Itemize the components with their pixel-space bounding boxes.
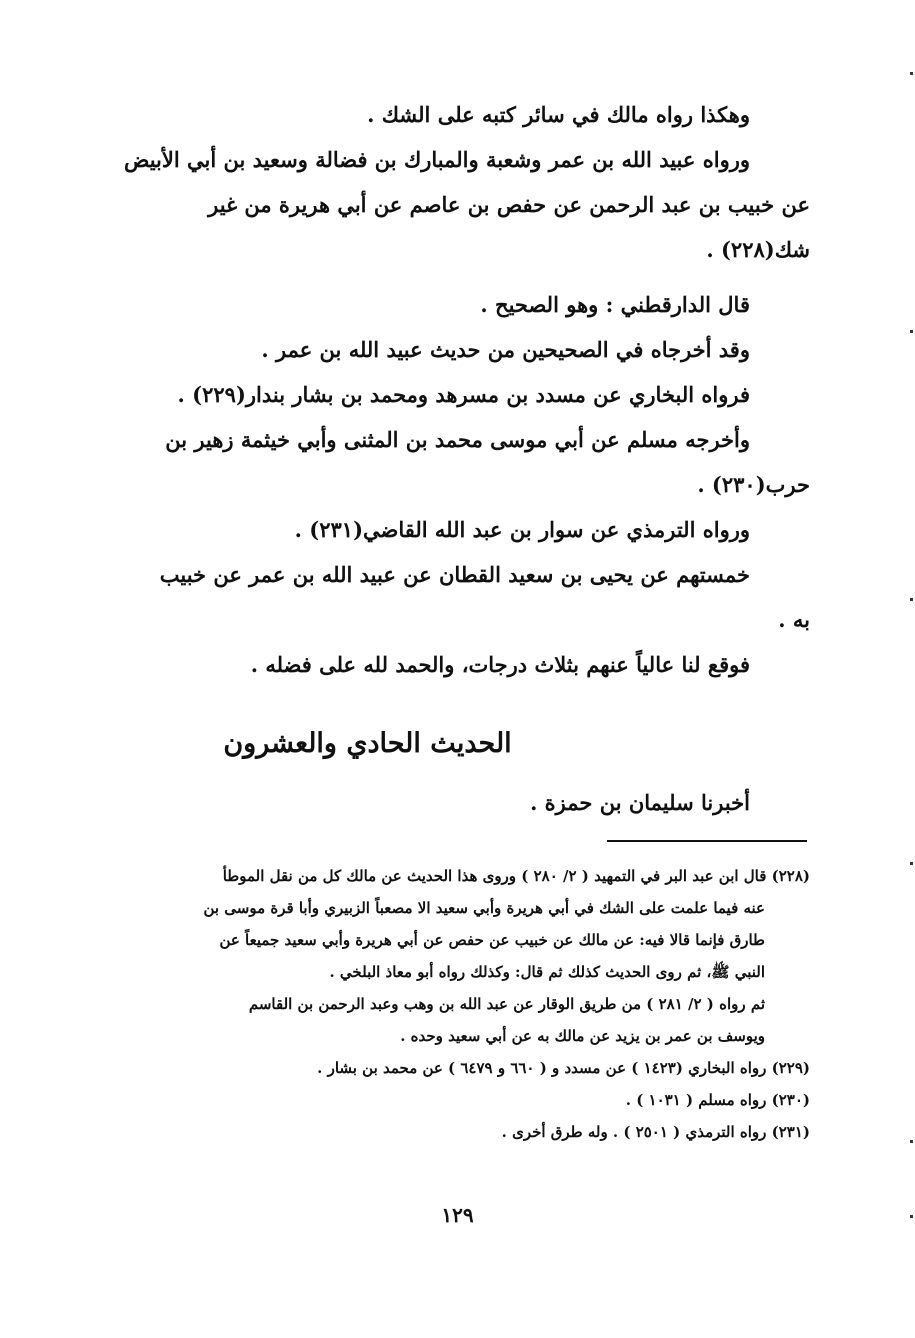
footnotes bbox=[110, 860, 810, 1148]
footnote-line: ثم رواه ( ٢/ ٢٨١ ) من طريق الوقار عن عبد الله بن وهب وعبد الرحمن بن القاسم bbox=[248, 995, 765, 1013]
footnote-line: عنه فيما علمت على الشك في أبي هريرة وأبي سعيد الا مصعباً الزبيري وأبا قرة موسى بن bbox=[203, 899, 765, 917]
margin-mark bbox=[910, 862, 913, 865]
section-heading: الحديث الحادي والعشرون bbox=[223, 728, 512, 759]
text-line: حرب(٢٣٠) . bbox=[697, 472, 810, 497]
main-text bbox=[110, 92, 810, 687]
margin-mark bbox=[910, 598, 913, 601]
text-line: قال الدارقطني : وهو الصحيح . bbox=[480, 292, 750, 317]
margin-mark bbox=[910, 72, 913, 75]
text-line: فرواه البخاري عن مسدد بن مسرهد ومحمد بن بشار بندار(٢٢٩) . bbox=[177, 382, 750, 407]
text-line: ورواه الترمذي عن سوار بن عبد الله القاضي(٢٣١) . bbox=[294, 517, 750, 542]
footnote-line: طارق فإنما قالا فيه: عن مالك عن خبيب عن حفص عن أبي هريرة وأبي سعيد جميعاً عن bbox=[219, 931, 765, 949]
text-line: شك(٢٢٨) . bbox=[706, 237, 810, 262]
margin-mark bbox=[910, 330, 913, 333]
margin-mark bbox=[910, 1140, 913, 1143]
text-line: ورواه عبيد الله بن عمر وشعبة والمبارك بن فضالة وسعيد بن أبي الأبيض bbox=[123, 147, 750, 172]
text-line: به . bbox=[778, 607, 810, 632]
page-number: ١٢٩ bbox=[441, 1203, 474, 1227]
text-line: وقد أخرجاه في الصحيحين من حديث عبيد الله بن عمر . bbox=[261, 337, 750, 362]
text-line: عن خبيب بن عبد الرحمن عن حفص بن عاصم عن أبي هريرة من غير bbox=[208, 192, 810, 217]
footnote-line: (٢٢٩) رواه البخاري (١٤٢٣ ) عن مسدد و ( ٦٦٠ و ٦٤٧٩ ) عن محمد بن بشار . bbox=[317, 1059, 810, 1077]
footnote-divider bbox=[607, 840, 807, 842]
text-line: خمستهم عن يحيى بن سعيد القطان عن عبيد الله بن عمر عن خبيب bbox=[159, 562, 750, 587]
footnote-line: (٢٣١) رواه الترمذي ( ٢٥٠١ ) . وله طرق أخرى . bbox=[501, 1123, 810, 1141]
text-line: وأخرجه مسلم عن أبي موسى محمد بن المثنى وأبي خيثمة زهير بن bbox=[165, 427, 750, 452]
footnote-line: النبي ﷺ، ثم روى الحديث كذلك ثم قال: وكذلك رواه أبو معاذ البلخي . bbox=[329, 963, 765, 981]
footnote-line: (٢٣٠) رواه مسلم ( ١٠٣١ ) . bbox=[625, 1091, 810, 1109]
text-line: فوقع لنا عالياً عنهم بثلاث درجات، والحمد لله على فضله . bbox=[250, 652, 750, 677]
text-line: وهكذا رواه مالك في سائر كتبه على الشك . bbox=[367, 102, 750, 127]
footnote-line: (٢٢٨) قال ابن عبد البر في التمهيد ( ٢/ ٢٨٠ ) وروى هذا الحديث عن مالك كل من نقل الموطأ bbox=[222, 867, 810, 885]
footnote-line: ويوسف بن عمر بن يزيد عن مالك به عن أبي سعيد وحده . bbox=[400, 1027, 765, 1045]
text-line: أخبرنا سليمان بن حمزة . bbox=[530, 790, 750, 815]
margin-mark bbox=[910, 1215, 913, 1218]
